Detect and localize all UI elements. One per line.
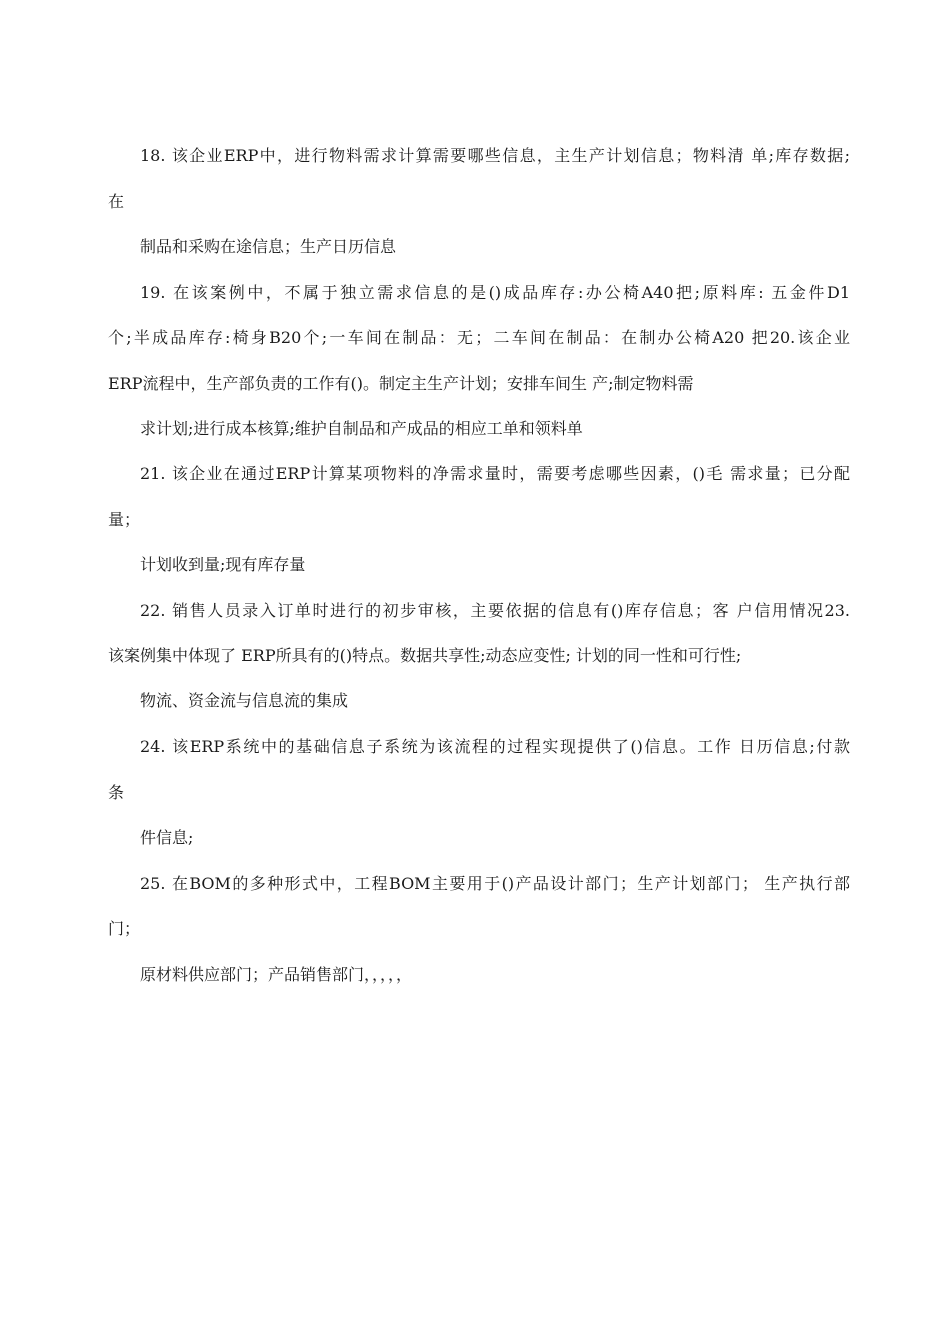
paragraph-line: 18. 该企业ERP中，进行物料需求计算需要哪些信息，主生产计划信息；物料清 单;库存数据; [140,146,850,165]
paragraph-line: 求计划;进行成本核算;维护自制品和产成品的相应工单和领料单 [140,419,583,438]
paragraph-line: 在 [108,192,125,211]
paragraph-line: 计划收到量;现有库存量 [140,555,306,574]
paragraph-line: 22. 销售人员录入订单时进行的初步审核，主要依据的信息有()库存信息；客 户信用情况23. [140,601,850,620]
paragraph-line: 该案例集中体现了 ERP所具有的()特点。数据共享性;动态应变性; 计划的同一性和可行性; [108,646,742,665]
paragraph-line: 量； [108,510,141,529]
paragraph-line: 原材料供应部门；产品销售部门，，，，， [140,965,413,984]
paragraph-line: 24. 该ERP系统中的基础信息子系统为该流程的过程实现提供了()信息。工作 日历信息;付款 [140,737,850,756]
paragraph-line: 19. 在该案例中，不属于独立需求信息的是()成品库存:办公椅A40把;原料库: 五金件D1 [140,283,850,302]
paragraph-line: 条 [108,783,125,802]
paragraph-line: 物流、资金流与信息流的集成 [140,691,349,710]
paragraph-line: 件信息; [140,828,194,847]
paragraph-line: 个;半成品库存:椅身B20个;一车间在制品：无；二车间在制品：在制办公椅A20 把20.该企业 [108,328,850,347]
paragraph-line: ERP流程中，生产部负责的工作有()。制定主生产计划；安排车间生 产;制定物料需 [108,374,694,393]
paragraph-line: 门； [108,919,141,938]
paragraph-line: 21. 该企业在通过ERP计算某项物料的净需求量时，需要考虑哪些因素，()毛 需求量；已分配 [140,464,850,483]
paragraph-line: 制品和采购在途信息；生产日历信息 [140,237,397,256]
paragraph-line: 25. 在BOM的多种形式中，工程BOM主要用于()产品设计部门；生产计划部门； 生产执行部 [140,874,850,893]
